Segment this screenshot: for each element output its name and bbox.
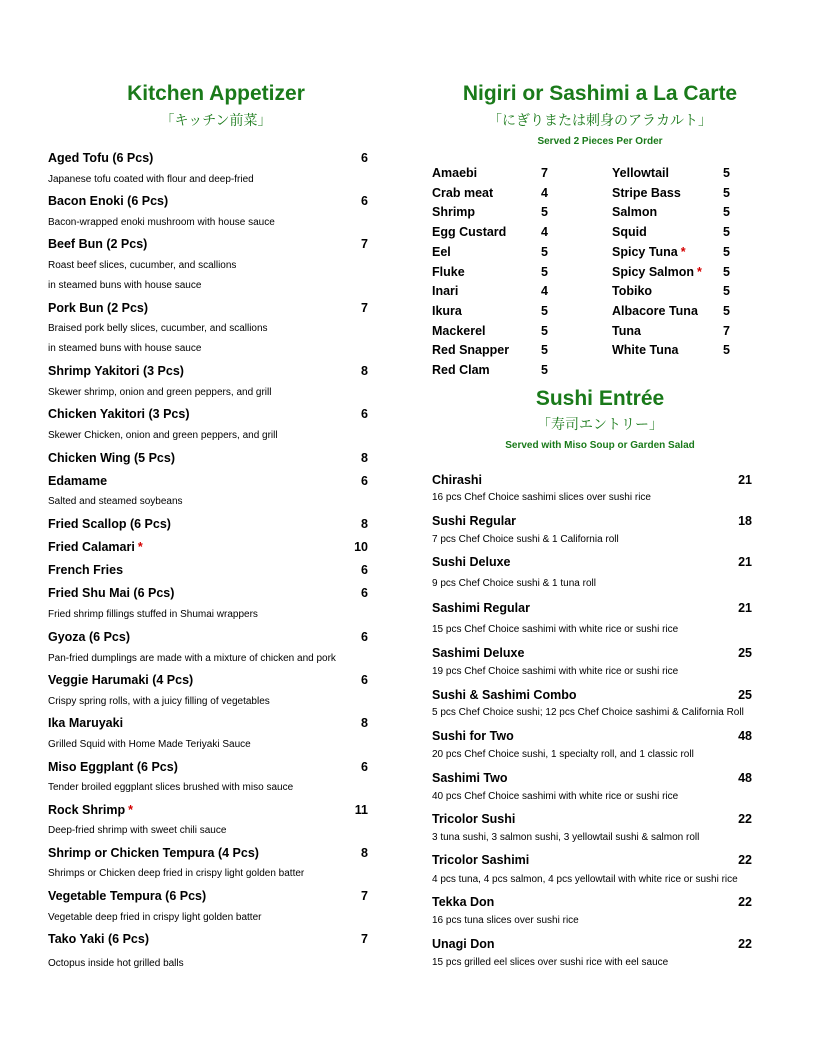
nigiri-subtitle: 「にぎりまたは刺身のアラカルト」 <box>488 113 712 129</box>
menu-item-description: Braised pork belly slices, cucumber, and scallions <box>48 323 268 334</box>
nigiri-title: Nigiri or Sashimi a La Carte <box>462 82 738 105</box>
nigiri-item-name: Egg Custard <box>432 225 507 239</box>
nigiri-item-price: 7 <box>723 324 730 338</box>
menu-item-description: Tender broiled eggplant slices brushed with miso sauce <box>48 782 294 793</box>
entree-item-name: Sushi & Sashimi Combo <box>432 688 577 702</box>
nigiri-item-price: 4 <box>541 225 548 239</box>
menu-item-description: Shrimps or Chicken deep fried in crispy light golden batter <box>48 868 305 879</box>
entree-item-price: 48 <box>738 729 752 743</box>
nigiri-item-price: 4 <box>541 284 548 298</box>
menu-item-price: 6 <box>361 563 368 577</box>
menu-item-description: Grilled Squid with Home Made Teriyaki Sauce <box>48 739 251 750</box>
nigiri-item-name: Spicy Tuna * <box>612 245 686 259</box>
menu-item-name: Shrimp or Chicken Tempura (4 Pcs) <box>48 846 259 860</box>
menu-item-price: 6 <box>361 673 368 687</box>
menu-item-price: 8 <box>361 364 368 378</box>
menu-item-description: Crispy spring rolls, with a juicy filling of vegetables <box>48 696 270 707</box>
menu-item-description: Roast beef slices, cucumber, and scallions <box>48 260 237 271</box>
nigiri-item-name: Eel <box>432 245 451 259</box>
nigiri-item-name: Salmon <box>612 205 658 219</box>
appetizer-title: Kitchen Appetizer <box>127 82 305 105</box>
menu-item-description: Japanese tofu coated with flour and deep-fried <box>48 174 254 185</box>
entree-item-name: Sushi Deluxe <box>432 555 511 569</box>
entree-title: Sushi Entrée <box>535 387 665 410</box>
entree-item-price: 48 <box>738 771 752 785</box>
menu-item-name: Ika Maruyaki <box>48 716 124 730</box>
menu-item-price: 8 <box>361 846 368 860</box>
nigiri-item-name: Tobiko <box>612 284 653 298</box>
nigiri-item-price: 5 <box>541 205 548 219</box>
entree-item-price: 18 <box>738 514 752 528</box>
nigiri-item-price: 5 <box>541 324 548 338</box>
menu-item-price: 8 <box>361 451 368 465</box>
nigiri-item-name: Amaebi <box>432 166 478 180</box>
nigiri-item-price: 5 <box>723 245 730 259</box>
nigiri-item-name: Albacore Tuna <box>612 304 698 318</box>
menu-item-name: Fried Calamari * <box>48 540 143 554</box>
menu-item-price: 7 <box>361 932 368 946</box>
menu-item-description: Fried shrimp fillings stuffed in Shumai wrappers <box>48 609 258 620</box>
menu-item-price: 6 <box>361 586 368 600</box>
entree-item-name: Sashimi Two <box>432 771 508 785</box>
nigiri-item-name: Fluke <box>432 265 465 279</box>
entree-item-description: 7 pcs Chef Choice sushi & 1 California roll <box>432 534 619 545</box>
nigiri-item-price: 5 <box>723 225 730 239</box>
menu-item-description: Skewer Chicken, onion and green peppers, and grill <box>48 430 278 441</box>
nigiri-item-price: 5 <box>723 205 730 219</box>
menu-item-price: 8 <box>361 716 368 730</box>
nigiri-item-name: Stripe Bass <box>612 186 681 200</box>
spicy-marker: * <box>680 245 686 259</box>
entree-item-description: 16 pcs Chef Choice sashimi slices over sushi rice <box>432 492 651 503</box>
entree-item-name: Sashimi Deluxe <box>432 646 525 660</box>
menu-item-name: Tako Yaki (6 Pcs) <box>48 932 149 946</box>
menu-item-name: Gyoza (6 Pcs) <box>48 630 130 644</box>
nigiri-item-price: 5 <box>541 363 548 377</box>
nigiri-item-price: 5 <box>723 284 730 298</box>
entree-item-description: 20 pcs Chef Choice sushi, 1 specialty roll, and 1 classic roll <box>432 749 694 760</box>
nigiri-item-price: 5 <box>723 343 730 357</box>
nigiri-item-price: 5 <box>541 304 548 318</box>
menu-item-name: Shrimp Yakitori (3 Pcs) <box>48 364 184 378</box>
menu-item-price: 8 <box>361 517 368 531</box>
menu-item-name: Beef Bun (2 Pcs) <box>48 237 148 251</box>
menu-item-name: Chicken Yakitori (3 Pcs) <box>48 407 190 421</box>
entree-item-description: 15 pcs Chef Choice sashimi with white rice or sushi rice <box>432 624 679 635</box>
nigiri-item-price: 5 <box>723 166 730 180</box>
nigiri-item-price: 5 <box>541 265 548 279</box>
menu-item-price: 11 <box>354 803 368 817</box>
entree-item-price: 22 <box>738 937 752 951</box>
nigiri-item-name: Shrimp <box>432 205 476 219</box>
entree-item-price: 22 <box>738 895 752 909</box>
nigiri-item-name: White Tuna <box>612 343 679 357</box>
menu-item-name: French Fries <box>48 563 124 577</box>
menu-item-name: Miso Eggplant (6 Pcs) <box>48 760 178 774</box>
entree-item-name: Sushi for Two <box>432 729 514 743</box>
menu-item-price: 7 <box>361 301 368 315</box>
entree-item-name: Tekka Don <box>432 895 495 909</box>
menu-item-price: 6 <box>361 151 368 165</box>
menu-item-name: Fried Scallop (6 Pcs) <box>48 517 171 531</box>
spicy-marker: * <box>137 540 143 554</box>
nigiri-item-name: Inari <box>432 284 459 298</box>
menu-item-price: 6 <box>361 630 368 644</box>
menu-item-name: Edamame <box>48 474 108 488</box>
menu-item-name: Fried Shu Mai (6 Pcs) <box>48 586 175 600</box>
entree-item-description: 5 pcs Chef Choice sushi; 12 pcs Chef Choice sashimi & California Roll <box>432 707 744 718</box>
menu-item-name: Pork Bun (2 Pcs) <box>48 301 149 315</box>
menu-item-description: Deep-fried shrimp with sweet chili sauce <box>48 825 227 836</box>
menu-item-name: Aged Tofu (6 Pcs) <box>48 151 154 165</box>
entree-item-name: Tricolor Sashimi <box>432 853 530 867</box>
menu-item-price: 6 <box>361 760 368 774</box>
nigiri-item-price: 5 <box>723 265 730 279</box>
menu-item-price: 6 <box>361 474 368 488</box>
menu-item-name: Chicken Wing (5 Pcs) <box>48 451 175 465</box>
nigiri-item-name: Yellowtail <box>612 166 669 180</box>
nigiri-item-price: 5 <box>541 343 548 357</box>
menu-item-description: Salted and steamed soybeans <box>48 496 183 507</box>
spicy-marker: * <box>128 803 133 817</box>
menu-item-description: in steamed buns with house sauce <box>48 280 202 291</box>
entree-item-name: Sushi Regular <box>432 514 517 528</box>
nigiri-item-name: Mackerel <box>432 324 486 338</box>
menu-item-name: Veggie Harumaki (4 Pcs) <box>48 673 194 687</box>
nigiri-item-price: 7 <box>541 166 548 180</box>
nigiri-item-price: 4 <box>541 186 548 200</box>
entree-item-name: Unagi Don <box>432 937 495 951</box>
entree-item-price: 22 <box>738 812 752 826</box>
menu-item-price: 10 <box>354 540 368 554</box>
spicy-marker: * <box>696 265 702 279</box>
entree-item-description: 3 tuna sushi, 3 salmon sushi, 3 yellowtail sushi & salmon roll <box>432 832 700 843</box>
entree-item-description: 16 pcs tuna slices over sushi rice <box>432 915 579 926</box>
entree-item-name: Chirashi <box>432 473 483 487</box>
entree-item-description: 40 pcs Chef Choice sashimi with white rice or sushi rice <box>432 791 679 802</box>
entree-item-price: 22 <box>738 853 752 867</box>
appetizer-subtitle: 「キッチン前菜」 <box>160 113 272 129</box>
entree-item-description: 4 pcs tuna, 4 pcs salmon, 4 pcs yellowtail with white rice or sushi rice <box>432 874 738 885</box>
nigiri-item-name: Red Clam <box>432 363 490 377</box>
nigiri-item-name: Squid <box>612 225 647 239</box>
entree-item-price: 21 <box>738 555 752 569</box>
entree-note: Served with Miso Soup or Garden Salad <box>505 440 695 451</box>
nigiri-item-name: Ikura <box>432 304 462 318</box>
menu-item-price: 7 <box>361 237 368 251</box>
entree-subtitle: 「寿司エントリー」 <box>537 417 663 433</box>
menu-item-description: Pan-fried dumplings are made with a mixture of chicken and pork <box>48 653 336 664</box>
entree-item-description: 15 pcs grilled eel slices over sushi rice with eel sauce <box>432 957 669 968</box>
nigiri-item-price: 5 <box>723 304 730 318</box>
entree-item-name: Tricolor Sushi <box>432 812 516 826</box>
nigiri-item-name: Crab meat <box>432 186 494 200</box>
nigiri-item-price: 5 <box>541 245 548 259</box>
nigiri-item-name: Red Snapper <box>432 343 510 357</box>
entree-item-description: 19 pcs Chef Choice sashimi with white rice or sushi rice <box>432 666 679 677</box>
entree-item-price: 25 <box>738 688 752 702</box>
menu-item-name: Bacon Enoki (6 Pcs) <box>48 194 169 208</box>
nigiri-note: Served 2 Pieces Per Order <box>537 136 663 147</box>
menu-item-description: Skewer shrimp, onion and green peppers, and grill <box>48 387 272 398</box>
entree-item-price: 21 <box>738 473 752 487</box>
nigiri-item-name: Spicy Salmon * <box>612 265 702 279</box>
menu-item-price: 7 <box>361 889 368 903</box>
nigiri-item-name: Tuna <box>612 324 641 338</box>
menu-item-price: 6 <box>361 407 368 421</box>
menu-item-name: Rock Shrimp * <box>48 803 133 817</box>
entree-item-name: Sashimi Regular <box>432 601 530 615</box>
entree-item-price: 25 <box>738 646 752 660</box>
menu-item-price: 6 <box>361 194 368 208</box>
menu-item-name: Vegetable Tempura (6 Pcs) <box>48 889 207 903</box>
menu-item-description: Octopus inside hot grilled balls <box>48 958 184 969</box>
nigiri-item-price: 5 <box>723 186 730 200</box>
menu-item-description: Bacon-wrapped enoki mushroom with house sauce <box>48 217 275 228</box>
menu-item-description: in steamed buns with house sauce <box>48 343 202 354</box>
entree-item-description: 9 pcs Chef Choice sushi & 1 tuna roll <box>432 578 596 589</box>
menu-item-description: Vegetable deep fried in crispy light golden batter <box>48 912 262 923</box>
entree-item-price: 21 <box>738 601 752 615</box>
